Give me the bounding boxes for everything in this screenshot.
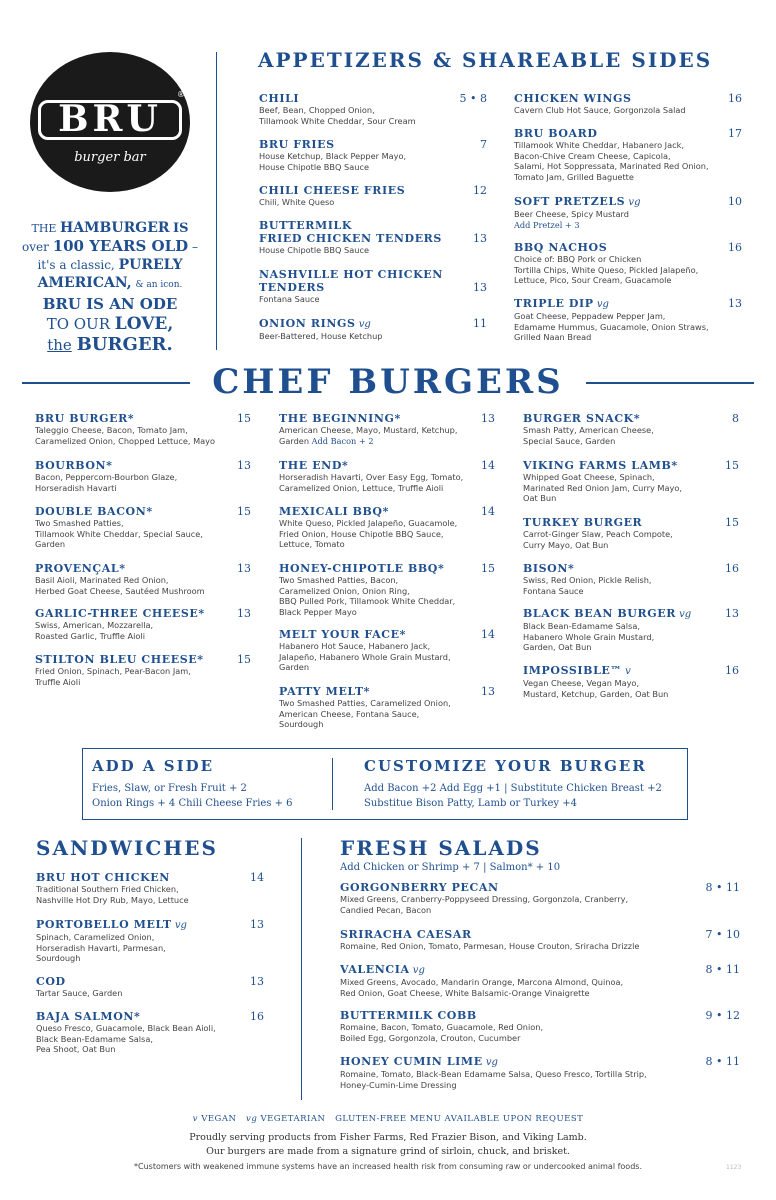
item-price: 7 • 10 (705, 928, 740, 941)
item-name (340, 881, 740, 894)
item-price: 17 (728, 127, 742, 140)
item-description (340, 894, 740, 915)
item-name (35, 505, 251, 518)
menu-item (279, 459, 495, 493)
item-description (523, 678, 739, 699)
item-description-text: Beer-Battered, House Ketchup (259, 331, 383, 341)
item-name (523, 516, 739, 529)
menu-item (35, 562, 251, 596)
item-price: 13 (237, 562, 251, 575)
item-description-text: Traditional Southern Fried Chicken, Nashville Hot Dry Rub, Mayo, Lettuce (36, 884, 189, 905)
item-description-text: Two Smashed Patties, Caramelized Onion, American Cheese, Fontana Sauce, Sourdough (279, 698, 451, 729)
menu-item (514, 241, 742, 286)
menu-item (514, 195, 742, 230)
item-description (35, 518, 251, 550)
item-name-text: VIKING FARMS LAMB* (523, 459, 678, 472)
item-description-text: Beef, Bean, Chopped Onion, Tillamook White Cheddar, Sour Cream (259, 105, 416, 126)
item-price: 15 (725, 459, 739, 472)
item-price: 13 (481, 412, 495, 425)
item-name (35, 607, 251, 620)
item-price: 15 (237, 505, 251, 518)
diet-tag: vg (625, 197, 641, 208)
item-description-text: Two Smashed Patties, Bacon, Caramelized Onion, Onion Ring, BBQ Pulled Pork, Tillamook White Cheddar, Black Pepper Mayo (279, 575, 456, 617)
item-description (514, 311, 742, 343)
item-name-text: BRU BURGER* (35, 412, 135, 425)
item-name (36, 918, 264, 932)
item-description (523, 575, 739, 596)
item-description (36, 988, 264, 999)
item-description (35, 472, 251, 493)
menu-item (279, 562, 495, 617)
sandwiches-divider (301, 838, 302, 1100)
item-name-text: TRIPLE DIP (514, 297, 594, 310)
menu-item (514, 297, 742, 343)
item-description-text: Mixed Greens, Avocado, Mandarin Orange, Marcona Almond, Quinoa, Red Onion, Goat Cheese, White Balsamic-Orange Vinaigrette (340, 977, 624, 998)
intro-text: THE HAMBURGER IS over 100 YEARS OLD – it's a classic, PURELY AMERICAN, & an icon. BRU IS AN ODE TO OUR LOVE, the BURGER. (22, 220, 198, 355)
item-name (279, 562, 495, 575)
item-description-text: Swiss, American, Mozzarella, Roasted Garlic, Truffle Aioli (35, 620, 154, 641)
item-price: 16 (250, 1010, 264, 1023)
add-side-line-1: Fries, Slaw, or Fresh Fruit + 2 (92, 783, 247, 794)
item-name-text: MELT YOUR FACE* (279, 628, 407, 641)
menu-item (340, 1055, 740, 1090)
item-price: 16 (728, 241, 742, 254)
item-description-text: Taleggio Cheese, Bacon, Tomato Jam, Caramelized Onion, Chopped Lettuce, Mayo (35, 425, 216, 446)
item-description-text: Tartar Sauce, Garden (36, 988, 123, 998)
item-description (36, 1023, 264, 1055)
item-name (514, 92, 742, 105)
item-name-text: PORTOBELLO MELT (36, 918, 172, 931)
item-description-text: Vegan Cheese, Vegan Mayo, Mustard, Ketchup, Garden, Oat Bun (523, 678, 669, 699)
customize-line-1: Add Bacon +2 Add Egg +1 | Substitute Chicken Breast +2 (364, 783, 662, 794)
diet-tag: v (621, 666, 631, 677)
item-price: 14 (250, 871, 264, 884)
item-name (514, 241, 742, 254)
item-name (259, 317, 487, 331)
item-description-text: Chili, White Queso (259, 197, 335, 207)
item-add-on: Add Bacon + 2 (311, 435, 374, 446)
item-description (259, 151, 487, 172)
menu-item (279, 505, 495, 550)
item-description (523, 425, 739, 446)
item-name-text: NASHVILLE HOT CHICKEN (259, 268, 443, 281)
item-description-text: Bacon, Peppercorn-Bourbon Glaze, Horseradish Havarti (35, 472, 178, 493)
diet-tag: vg (482, 1057, 498, 1068)
menu-item (259, 219, 487, 256)
menu-item (340, 928, 740, 952)
item-name (259, 219, 487, 232)
item-name (279, 685, 495, 698)
item-price: 14 (481, 628, 495, 641)
item-price: 13 (237, 607, 251, 620)
item-description (514, 140, 742, 182)
item-price: 15 (481, 562, 495, 575)
menu-item (514, 92, 742, 116)
item-description-text: Basil Aioli, Marinated Red Onion, Herbed Goat Cheese, Sautéed Mushroom (35, 575, 205, 596)
menu-item (259, 184, 487, 208)
item-name-text: CHILI (259, 92, 300, 105)
item-description-text: House Ketchup, Black Pepper Mayo, House Chipotle BBQ Sauce (259, 151, 407, 172)
logo-sub: burger bar (74, 150, 146, 165)
item-description (340, 941, 740, 952)
item-description (35, 666, 251, 687)
item-name-text: DOUBLE BACON* (35, 505, 153, 518)
item-description (514, 209, 742, 230)
menu-item (36, 918, 264, 964)
item-name (523, 459, 739, 472)
item-name (36, 871, 264, 884)
item-name-text: PATTY MELT* (279, 685, 371, 698)
item-price: 10 (728, 195, 742, 208)
item-name-text: BOURBON* (35, 459, 113, 472)
item-name-text: BRU HOT CHICKEN (36, 871, 170, 884)
menu-item (523, 412, 739, 446)
item-name-text: GARLIC-THREE CHEESE* (35, 607, 205, 620)
item-description-text: Black Bean-Edamame Salsa, Habanero Whole Grain Mustard, Garden, Oat Bun (523, 621, 655, 652)
item-description (36, 932, 264, 964)
item-name-text: COD (36, 975, 66, 988)
item-description (340, 1069, 740, 1090)
item-description (35, 620, 251, 641)
item-name-text: MEXICALI BBQ* (279, 505, 389, 518)
item-name-text: BBQ NACHOS (514, 241, 608, 254)
salads-addon: Add Chicken or Shrimp + 7 | Salmon* + 10 (340, 862, 561, 873)
item-name (340, 1055, 740, 1069)
item-name-text: STILTON BLEU CHEESE* (35, 653, 204, 666)
item-name (36, 1010, 264, 1023)
menu-item (523, 562, 739, 596)
logo-brand: BRU (58, 98, 162, 140)
item-name-text: TURKEY BURGER (523, 516, 643, 529)
menu-item (36, 871, 264, 905)
menu-item (523, 664, 739, 699)
item-price: 13 (237, 459, 251, 472)
item-name-text: VALENCIA (340, 963, 410, 976)
sandwiches-heading: SANDWICHES (36, 836, 218, 860)
item-description (279, 472, 495, 493)
item-name-text: BRU BOARD (514, 127, 598, 140)
item-name (35, 412, 251, 425)
menu-item (259, 92, 487, 126)
item-name (340, 963, 740, 977)
menu-item (514, 127, 742, 182)
item-price: 15 (237, 653, 251, 666)
item-description-text: Fontana Sauce (259, 294, 320, 304)
item-price: 14 (481, 459, 495, 472)
item-name-text: ONION RINGS (259, 317, 356, 330)
item-name (279, 505, 495, 518)
menu-item (279, 628, 495, 673)
item-name-line-2: FRIED CHICKEN TENDERS (259, 232, 442, 245)
item-description (35, 425, 251, 446)
menu-item (340, 1009, 740, 1043)
item-price: 16 (725, 664, 739, 677)
menu-item (35, 412, 251, 446)
diet-tag: vg (593, 299, 609, 310)
item-price: 15 (237, 412, 251, 425)
item-name (259, 268, 487, 281)
logo (30, 52, 190, 192)
menu-item (259, 138, 487, 172)
item-price: 13 (473, 232, 487, 245)
item-description-text: Goat Cheese, Peppadew Pepper Jam, Edamame Hummus, Guacamole, Onion Straws, Grilled Naan Bread (514, 311, 709, 342)
diet-tag: vg (171, 920, 187, 931)
item-price: 13 (728, 297, 742, 310)
customize-line-2: Substitue Bison Patty, Lamb or Turkey +4 (364, 798, 577, 809)
item-name-text: HONEY CUMIN LIME (340, 1055, 483, 1068)
item-price: 16 (725, 562, 739, 575)
item-description-text: White Queso, Pickled Jalapeño, Guacamole, Fried Onion, House Chipotle BBQ Sauce, Lettuce, Tomato (279, 518, 458, 549)
menu-item (35, 505, 251, 550)
item-name-text: PROVENÇAL* (35, 562, 126, 575)
item-description-text: Fried Onion, Spinach, Pear-Bacon Jam, Truffle Aioli (35, 666, 191, 687)
item-name-text: SOFT PRETZELS (514, 195, 626, 208)
item-name (340, 928, 740, 941)
diet-tag: vg (355, 319, 371, 330)
item-name-text: BRU FRIES (259, 138, 335, 151)
sourcing-line-2: Our burgers are made from a signature grind of sirloin, chuck, and brisket. (206, 1146, 570, 1157)
item-description (279, 518, 495, 550)
item-price: 13 (250, 918, 264, 931)
sourcing-line-1: Proudly serving products from Fisher Farms, Red Frazier Bison, and Viking Lamb. (189, 1132, 587, 1143)
item-description-text: Queso Fresco, Guacamole, Black Bean Aioli, Black Bean-Edamame Salsa, Pea Shoot, Oat Bun (36, 1023, 216, 1054)
menu-item (35, 607, 251, 641)
item-name-text: GORGONBERRY PECAN (340, 881, 499, 894)
customize-title: CUSTOMIZE YOUR BURGER (364, 757, 647, 775)
item-price: 14 (481, 505, 495, 518)
item-name (523, 562, 739, 575)
diet-tag: vg (409, 965, 425, 976)
item-description-text: Smash Patty, American Cheese, Special Sauce, Garden (523, 425, 654, 446)
item-price: 16 (728, 92, 742, 105)
chef-rule-left (22, 382, 190, 384)
menu-item (279, 412, 495, 446)
item-price: 13 (481, 685, 495, 698)
logo-reg: ® (177, 90, 185, 99)
menu-item (259, 317, 487, 342)
menu-item (279, 685, 495, 730)
item-description (35, 575, 251, 596)
item-description-text: House Chipotle BBQ Sauce (259, 245, 369, 255)
item-name-text: CHICKEN WINGS (514, 92, 632, 105)
item-description (523, 529, 739, 550)
item-name (279, 628, 495, 641)
disclaimer: *Customers with weakened immune systems have an increased health risk from consuming raw or undercooked animal foods. (134, 1162, 642, 1171)
item-name-text: BAJA SALMON* (36, 1010, 141, 1023)
item-name-text: BUTTERMILK (259, 219, 353, 232)
item-description-text: Romaine, Tomato, Black-Bean Edamame Salsa, Queso Fresco, Tortilla Strip, Honey-Cumin-Lime Dressing (340, 1069, 647, 1090)
chef-rule-right (586, 382, 754, 384)
menu-code: 1123 (726, 1164, 742, 1171)
menu-item (36, 1010, 264, 1055)
menu-item (523, 459, 739, 504)
menu-item (340, 963, 740, 998)
item-name (514, 127, 742, 140)
item-price: 11 (473, 317, 487, 330)
item-name-text: SRIRACHA CAESAR (340, 928, 472, 941)
item-name (279, 412, 495, 425)
item-description (259, 245, 487, 256)
item-description (279, 425, 495, 446)
item-description (523, 621, 739, 653)
item-description-text: Romaine, Bacon, Tomato, Guacamole, Red Onion, Boiled Egg, Gorgonzola, Crouton, Cucumber (340, 1022, 544, 1043)
salads-heading: FRESH SALADS (340, 836, 542, 860)
item-name (514, 297, 742, 311)
menu-item (35, 459, 251, 493)
item-name-text: HONEY-CHIPOTLE BBQ* (279, 562, 445, 575)
item-description-text: Cavern Club Hot Sauce, Gorgonzola Salad (514, 105, 686, 115)
item-price: 5 • 8 (459, 92, 487, 105)
item-description-text: Mixed Greens, Cranberry-Poppyseed Dressing, Gorgonzola, Cranberry, Candied Pecan, Bacon (340, 894, 629, 915)
diet-legend: v VEGAN vg VEGETARIAN GLUTEN-FREE MENU AVAILABLE UPON REQUEST (192, 1114, 584, 1124)
appetizers-divider (216, 52, 217, 350)
item-name (340, 1009, 740, 1022)
item-price: 8 • 11 (705, 1055, 740, 1068)
item-add-on: Add Pretzel + 3 (514, 219, 580, 230)
item-description-text: Two Smashed Patties, Tillamook White Cheddar, Special Sauce, Garden (35, 518, 203, 549)
item-name (35, 653, 251, 666)
menu-item (36, 975, 264, 999)
diet-tag: vg (675, 609, 692, 620)
item-description (523, 472, 739, 504)
add-side-line-2: Onion Rings + 4 Chili Cheese Fries + 6 (92, 798, 293, 809)
item-price: 7 (480, 138, 487, 151)
item-name-text: THE END* (279, 459, 349, 472)
item-name (35, 562, 251, 575)
item-description-text: Horseradish Havarti, Over Easy Egg, Tomato, Caramelized Onion, Lettuce, Truffle Aioli (279, 472, 464, 493)
item-description (340, 1022, 740, 1043)
menu-item (259, 268, 487, 305)
item-description (36, 884, 264, 905)
item-name-line-2: TENDERS (259, 281, 325, 294)
item-price: 13 (473, 281, 487, 294)
appetizers-heading: APPETIZERS & SHAREABLE SIDES (258, 48, 713, 72)
item-price: 13 (725, 607, 739, 620)
item-name (35, 459, 251, 472)
item-description-text: Whipped Goat Cheese, Spinach, Marinated Red Onion Jam, Curry Mayo, Oat Bun (523, 472, 682, 503)
item-price: 13 (250, 975, 264, 988)
item-description (259, 294, 487, 305)
item-name (523, 607, 739, 621)
item-price: 9 • 12 (705, 1009, 740, 1022)
item-description-text: Spinach, Caramelized Onion, Horseradish Havarti, Parmesan, Sourdough (36, 932, 166, 963)
menu-item (523, 516, 739, 550)
item-name (259, 138, 487, 151)
item-description-text: Beer Cheese, Spicy Mustard (514, 209, 629, 219)
item-price: 8 • 11 (705, 963, 740, 976)
item-description (340, 977, 740, 998)
item-description-text: Choice of: BBQ Pork or Chicken Tortilla Chips, White Queso, Pickled Jalapeño, Lettuce, Pico, Sour Cream, Guacamole (514, 254, 699, 285)
item-name-text: BURGER SNACK* (523, 412, 641, 425)
menu-item (340, 881, 740, 915)
item-name (514, 195, 742, 209)
item-name (259, 92, 487, 105)
item-description (259, 331, 487, 342)
add-side-title: ADD A SIDE (92, 757, 215, 775)
item-price: 8 • 11 (705, 881, 740, 894)
item-description (279, 641, 495, 673)
item-name-text: BLACK BEAN BURGER (523, 607, 676, 620)
item-description-text: Carrot-Ginger Slaw, Peach Compote, Curry Mayo, Oat Bun (523, 529, 673, 550)
item-description-text: American Cheese, Mayo, Mustard, Ketchup, Garden (279, 425, 458, 446)
item-name (259, 184, 487, 197)
chef-heading: CHEF BURGERS (212, 362, 564, 402)
item-name-text: BISON* (523, 562, 575, 575)
item-name (523, 664, 739, 678)
item-price: 8 (732, 412, 739, 425)
item-description (259, 105, 487, 126)
item-name-text: IMPOSSIBLE™ (523, 664, 622, 677)
item-description (279, 575, 495, 617)
item-description (514, 105, 742, 116)
item-description (279, 698, 495, 730)
item-name (36, 975, 264, 988)
item-description-text: Romaine, Red Onion, Tomato, Parmesan, House Crouton, Sriracha Drizzle (340, 941, 640, 951)
item-price: 15 (725, 516, 739, 529)
item-price: 12 (473, 184, 487, 197)
item-description-text: Swiss, Red Onion, Pickle Relish, Fontana Sauce (523, 575, 652, 596)
item-name (523, 412, 739, 425)
menu-item (523, 607, 739, 653)
addons-divider (332, 758, 333, 810)
item-description (259, 197, 487, 208)
item-name-text: CHILI CHEESE FRIES (259, 184, 406, 197)
item-description (514, 254, 742, 286)
item-name-text: THE BEGINNING* (279, 412, 401, 425)
item-description-text: Tillamook White Cheddar, Habanero Jack, Bacon-Chive Cream Cheese, Capicola, Salami, Hot Soppressata, Marinated Red Onion, Tomato Jam, Grilled Baguette (514, 140, 709, 182)
menu-item (35, 653, 251, 687)
item-name-text: BUTTERMILK COBB (340, 1009, 477, 1022)
item-name (279, 459, 495, 472)
item-description-text: Habanero Hot Sauce, Habanero Jack, Jalapeño, Habanero Whole Grain Mustard, Garden (279, 641, 451, 672)
